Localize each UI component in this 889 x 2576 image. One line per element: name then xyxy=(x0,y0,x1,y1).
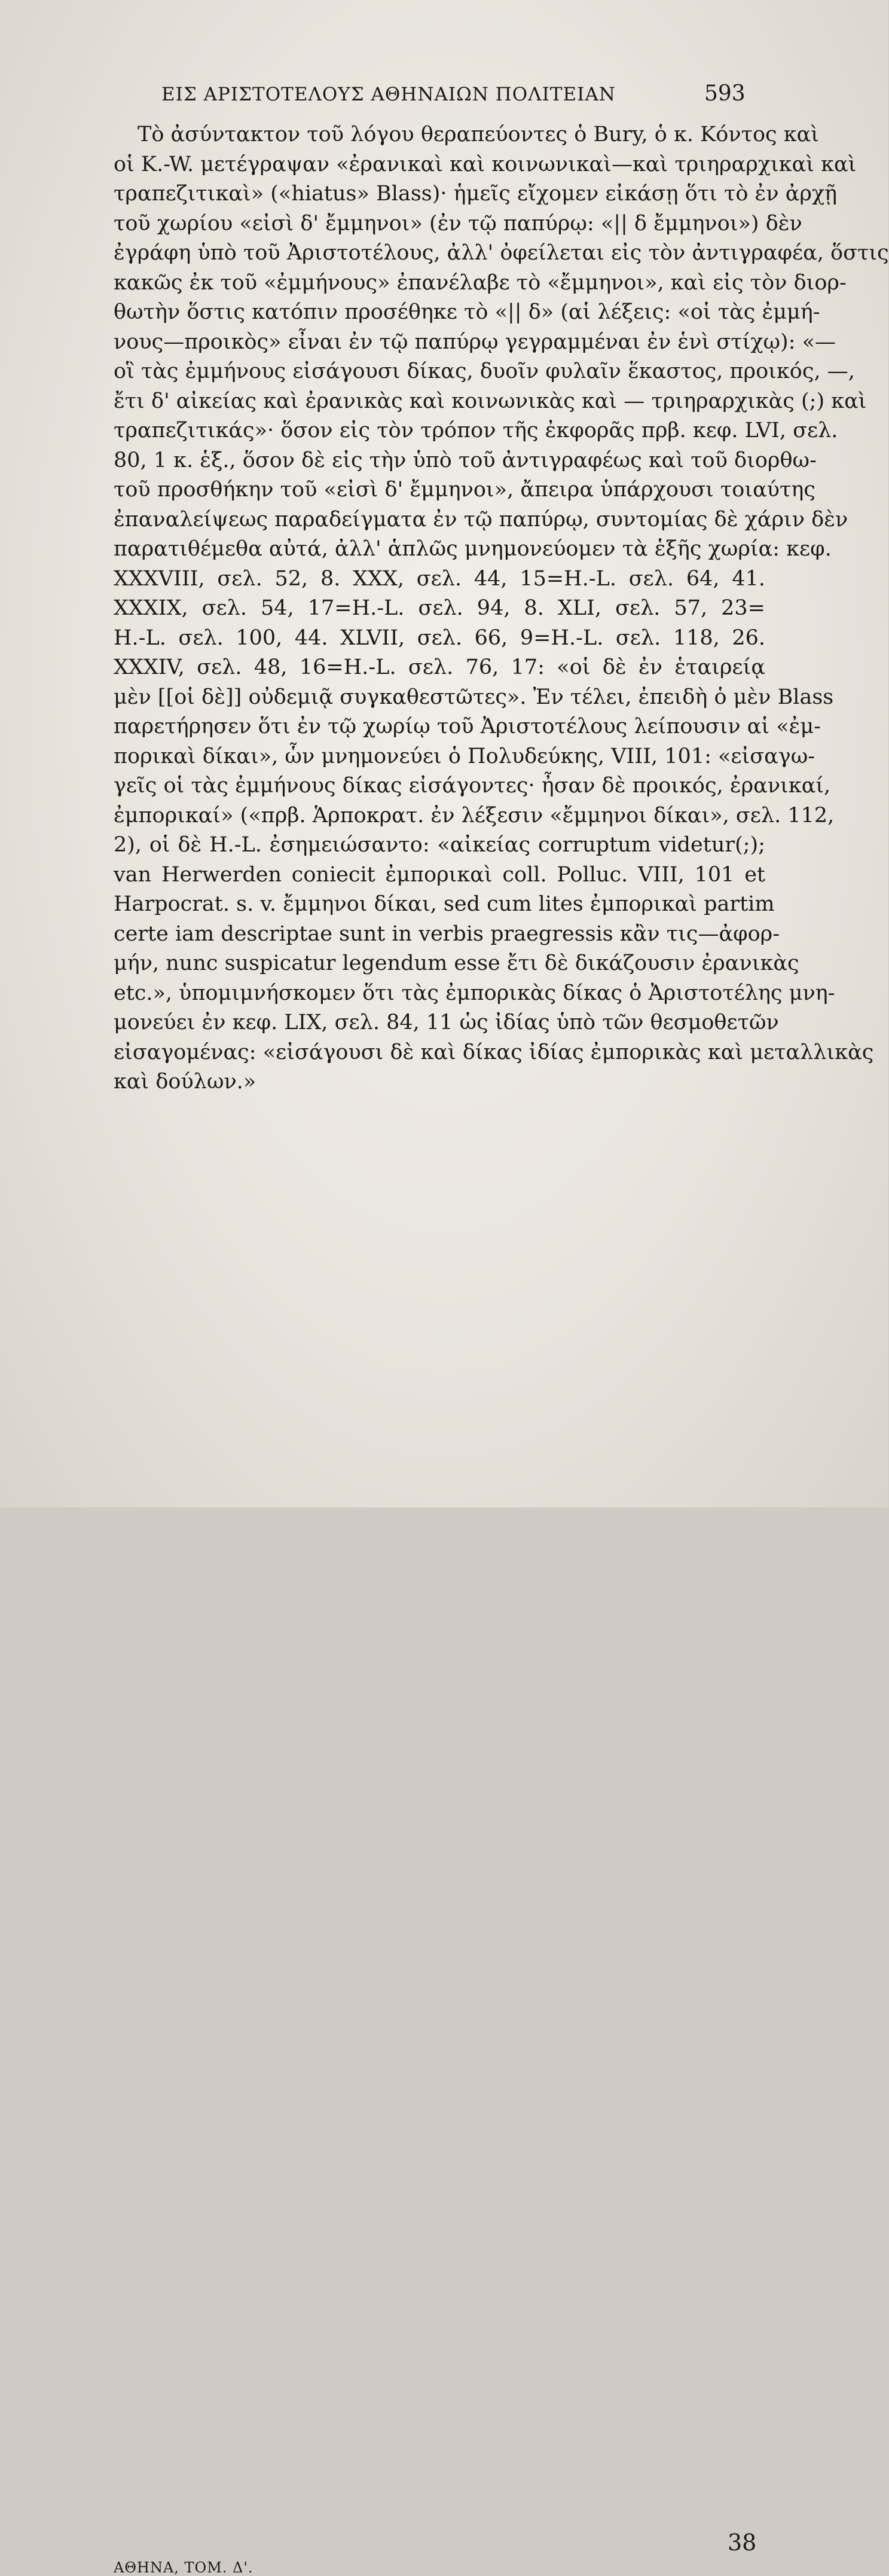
text-line: XXXIX, σελ. 54, 17=H.-L. σελ. 94, 8. XLI, σελ. 57, 23= xyxy=(114,596,765,620)
page-number: 593 xyxy=(704,81,746,106)
text-line: νους—προικὸς» εἶναι ἐν τῷ παπύρῳ γεγραμμέναι ἐν ἑνὶ στίχῳ): «— xyxy=(114,330,836,354)
text-line: θωτὴν ὅστις κατόπιν προσέθηκε τὸ «|| δ» (αἱ λέξεις: «οἱ τὰς ἐμμή- xyxy=(114,300,820,324)
text-line: εἰσαγομένας: «εἰσάγουσι δὲ καὶ δίκας ἰδίας ἐμπορικὰς καὶ μεταλλικὰς xyxy=(114,1040,874,1064)
text-line: οἳ τὰς ἐμμήνους εἰσάγουσι δίκας, δυοῖν φυλαῖν ἕκαστος, προικός, —, xyxy=(114,359,855,383)
sheet-number: 38 xyxy=(728,2529,757,2556)
text-line: παρετήρησεν ὅτι ἐν τῷ χωρίῳ τοῦ Ἀριστοτέλους λείπουσιν αἱ «ἐμ- xyxy=(114,715,821,738)
text-line: ἔτι δ' αἰκείας καὶ ἐρανικὰς καὶ κοινωνικὰς καὶ — τριηραρχικὰς (;) καὶ xyxy=(114,389,867,413)
text-line: οἱ K.-W. μετέγραψαν «ἐρανικαὶ καὶ κοινωνικαὶ—καὶ τριηραρχικαὶ καὶ xyxy=(114,152,857,176)
text-line: Harpocrat. s. v. ἔμμηνοι δίκαι, sed cum lites ἐμπορικαὶ partim xyxy=(114,892,775,916)
text-line: τοῦ προσθήκην τοῦ «εἰσὶ δ' ἔμμηνοι», ἄπειρα ὑπάρχουσι τοιαύτης xyxy=(114,478,815,502)
text-line: μονεύει ἐν κεφ. LIX, σελ. 84, 11 ὡς ἰδίας ὑπὸ τῶν θεσμοθετῶν xyxy=(114,1011,779,1034)
text-line: πορικαὶ δίκαι», ὧν μνημονεύει ὁ Πολυδεύκης, VIII, 101: «εἰσαγω- xyxy=(114,744,815,768)
text-line: XXXVIII, σελ. 52, 8. XXX, σελ. 44, 15=H.-L. σελ. 64, 41. xyxy=(114,567,765,591)
text-line: XXXIV, σελ. 48, 16=H.-L. σελ. 76, 17: «οἱ δὲ ἐν ἑταιρείᾳ xyxy=(114,655,765,679)
text-line: ἐπαναλείψεως παραδείγματα ἐν τῷ παπύρῳ, συντομίας δὲ χάριν δὲν xyxy=(114,508,848,532)
text-line: van Herwerden coniecit ἐμπορικαὶ coll. Polluc. VIII, 101 et xyxy=(114,863,765,887)
text-line: etc.», ὑπομιμνήσκομεν ὅτι τὰς ἐμπορικὰς δίκας ὁ Ἀριστοτέλης μνη- xyxy=(114,981,835,1005)
text-line: μὲν [[οἱ δὲ]] οὐδεμιᾷ συγκαθεστῶτες». Ἐν τέλει, ἐπειδὴ ὁ μὲν Blass xyxy=(114,685,834,709)
page-footer xyxy=(0,1256,888,2576)
text-line: ἐγράφη ὑπὸ τοῦ Ἀριστοτέλους, ἀλλ' ὀφείλεται εἰς τὸν ἀντιγραφέα, ὅστις xyxy=(114,241,889,265)
text-line: παρατιθέμεθα αὐτά, ἀλλ' ἁπλῶς μνημονεύομεν τὰ ἑξῆς χωρία: κεφ. xyxy=(114,537,832,561)
text-line: 2), οἱ δὲ H.-L. ἐσημειώσαντο: «αἰκείας corruptum videtur(;); xyxy=(114,833,765,857)
signature-mark: ΑΘΗΝΑ, ΤΟΜ. Δ'. xyxy=(114,2559,253,2576)
text-line: καὶ δούλων.» xyxy=(114,1070,256,1094)
text-line: τραπεζιτικαὶ» («hiatus» Blass)· ἡμεῖς εἴχομεν εἰκάσῃ ὅτι τὸ ἐν ἀρχῇ xyxy=(114,182,838,206)
text-line: ἐμπορικαί» («πρβ. Ἁρποκρατ. ἐν λέξεσιν «ἔμμηνοι δίκαι», σελ. 112, xyxy=(114,804,835,828)
text-line: τοῦ χωρίου «εἰσὶ δ' ἔμμηνοι» (ἐν τῷ παπύρῳ: «|| δ ἔμμηνοι») δὲν xyxy=(114,212,802,236)
text-line: certe iam descriptae sunt in verbis praegressis κἂν τις—ἀφορ- xyxy=(114,922,780,946)
text-line: γεῖς οἱ τὰς ἐμμήνους δίκας εἰσάγοντες· ἦσαν δὲ προικός, ἐρανικαί, xyxy=(114,774,831,798)
text-line: τραπεζιτικάς»· ὅσον εἰς τὸν τρόπον τῆς ἐκφορᾶς πρβ. κεφ. LVI, σελ. xyxy=(114,419,838,442)
text-line: H.-L. σελ. 100, 44. XLVII, σελ. 66, 9=H.-L. σελ. 118, 26. xyxy=(114,626,765,650)
running-head: ΕΙΣ ΑΡΙΣΤΟΤΕΛΟΥΣ ΑΘΗΝΑΙΩΝ ΠΟΛΙΤΕΙΑΝ xyxy=(161,84,616,105)
text-line: Τὸ ἀσύντακτον τοῦ λόγου θεραπεύοντες ὁ Bury, ὁ κ. Κόντος καὶ xyxy=(138,123,819,146)
text-line: 80, 1 κ. ἑξ., ὅσον δὲ εἰς τὴν ὑπὸ τοῦ ἀντιγραφέως καὶ τοῦ διορθω- xyxy=(114,448,817,472)
text-line: μήν, nunc suspicatur legendum esse ἔτι δὲ δικάζουσιν ἐρανικὰς xyxy=(114,951,799,975)
text-line: κακῶς ἐκ τοῦ «ἐμμήνους» ἐπανέλαβε τὸ «ἔμμηνοι», καὶ εἰς τὸν διορ- xyxy=(114,271,847,295)
